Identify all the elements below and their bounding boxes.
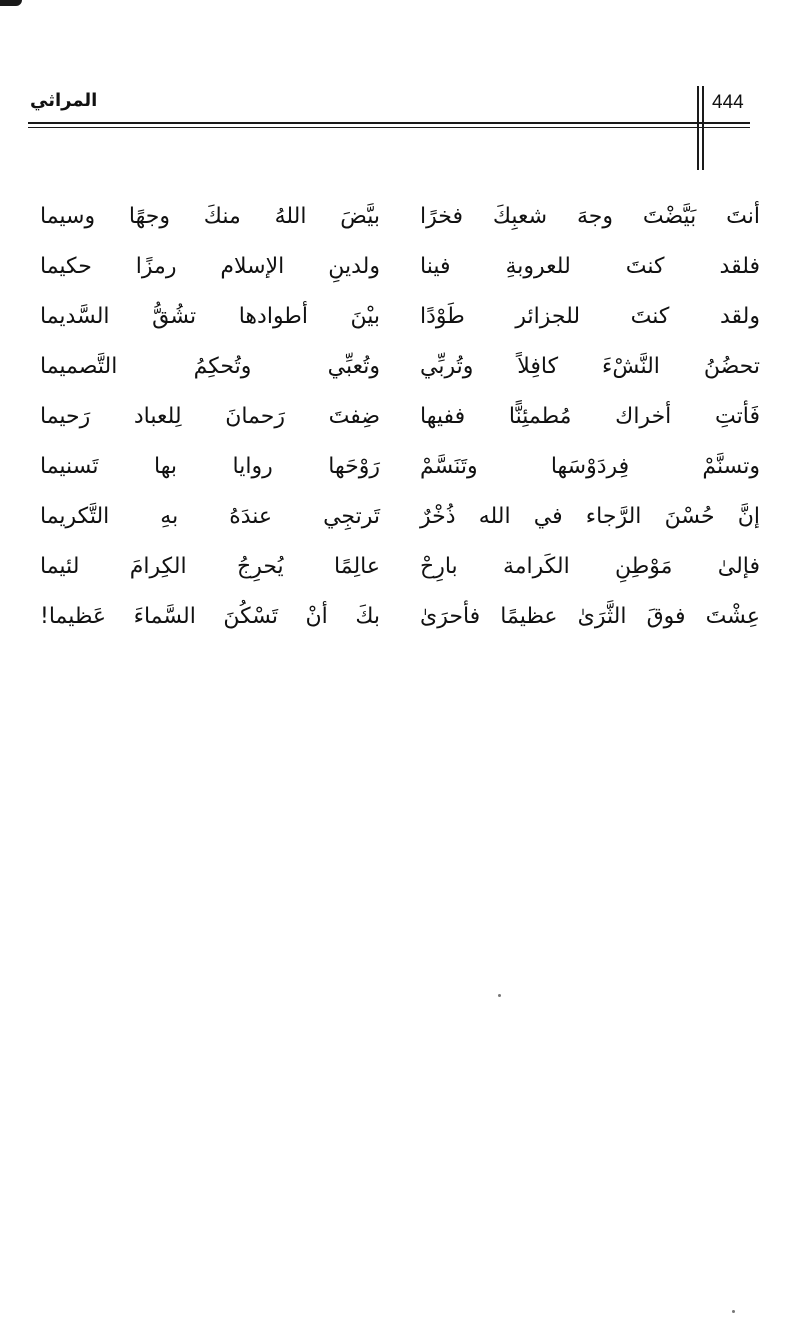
verse-second-hemistich: وتُعبِّي وتُحكِمُ التَّصميما	[40, 354, 380, 379]
page-number-divider	[697, 86, 699, 170]
verse-second-hemistich: عالِمًا يُحرِجُ الكِرامَ لئيما	[40, 554, 380, 579]
verse	[40, 342, 760, 392]
poem	[40, 192, 760, 642]
verse-first-hemistich: تحضُنُ النَّشْءَ كافِلاً وتُربِّي	[420, 354, 760, 379]
verse-first-hemistich: عِشْتَ فوقَ الثَّرَىٰ عظيمًا فأحرَىٰ	[420, 604, 760, 629]
verse-second-hemistich: ضِفتَ رَحمانَ لِلعباد رَحيما	[40, 404, 380, 429]
header-rule-thin	[28, 127, 750, 128]
header-rule	[28, 122, 750, 124]
scan-speck	[498, 994, 501, 997]
verse	[40, 492, 760, 542]
verse-second-hemistich: رَوْحَها روايا بها تَسنيما	[40, 454, 380, 479]
verse-first-hemistich: فَأتتِ أخراك مُطمئِنًّا ففيها	[420, 404, 760, 429]
verse-second-hemistich: بيَّضَ اللهُ منكَ وجهًا وسيما	[40, 204, 380, 229]
verse	[40, 192, 760, 242]
verse	[40, 242, 760, 292]
verse-first-hemistich: وتسنَّمْ فِردَوْسَها وتَنَسَّمْ	[420, 454, 760, 479]
verse	[40, 592, 760, 642]
verse-second-hemistich: ولدينِ الإسلام رمزًا حكيما	[40, 254, 380, 279]
verse-second-hemistich: بكَ أنْ تَسْكُنَ السَّماءَ عَظيما!	[40, 604, 380, 629]
scan-speck	[732, 1310, 735, 1313]
page-number-divider-second	[702, 86, 704, 170]
page-header	[0, 0, 788, 180]
page-number: 444	[712, 92, 744, 113]
verse-second-hemistich: تَرتجِي عندَهُ بهِ التَّكريما	[40, 504, 380, 529]
verse	[40, 292, 760, 342]
verse-first-hemistich: إنَّ حُسْنَ الرَّجاء في الله ذُخْرٌ	[420, 504, 760, 529]
verse-first-hemistich: ولقد كنتَ للجزائر طَوْدًا	[420, 304, 760, 329]
verse	[40, 392, 760, 442]
verse-first-hemistich: أنتَ بَيَّضْتَ وجهَ شعبِكَ فخرًا	[420, 204, 760, 229]
verse-first-hemistich: فلقد كنتَ للعروبةِ فينا	[420, 254, 760, 279]
section-title: المراثي	[30, 90, 98, 111]
verse	[40, 442, 760, 492]
verse-second-hemistich: بيْنَ أطوادها تشُقُّ السَّديما	[40, 304, 380, 329]
verse-first-hemistich: فإلىٰ مَوْطِنِ الكَرامة بارِحْ	[420, 554, 760, 579]
verse	[40, 542, 760, 592]
